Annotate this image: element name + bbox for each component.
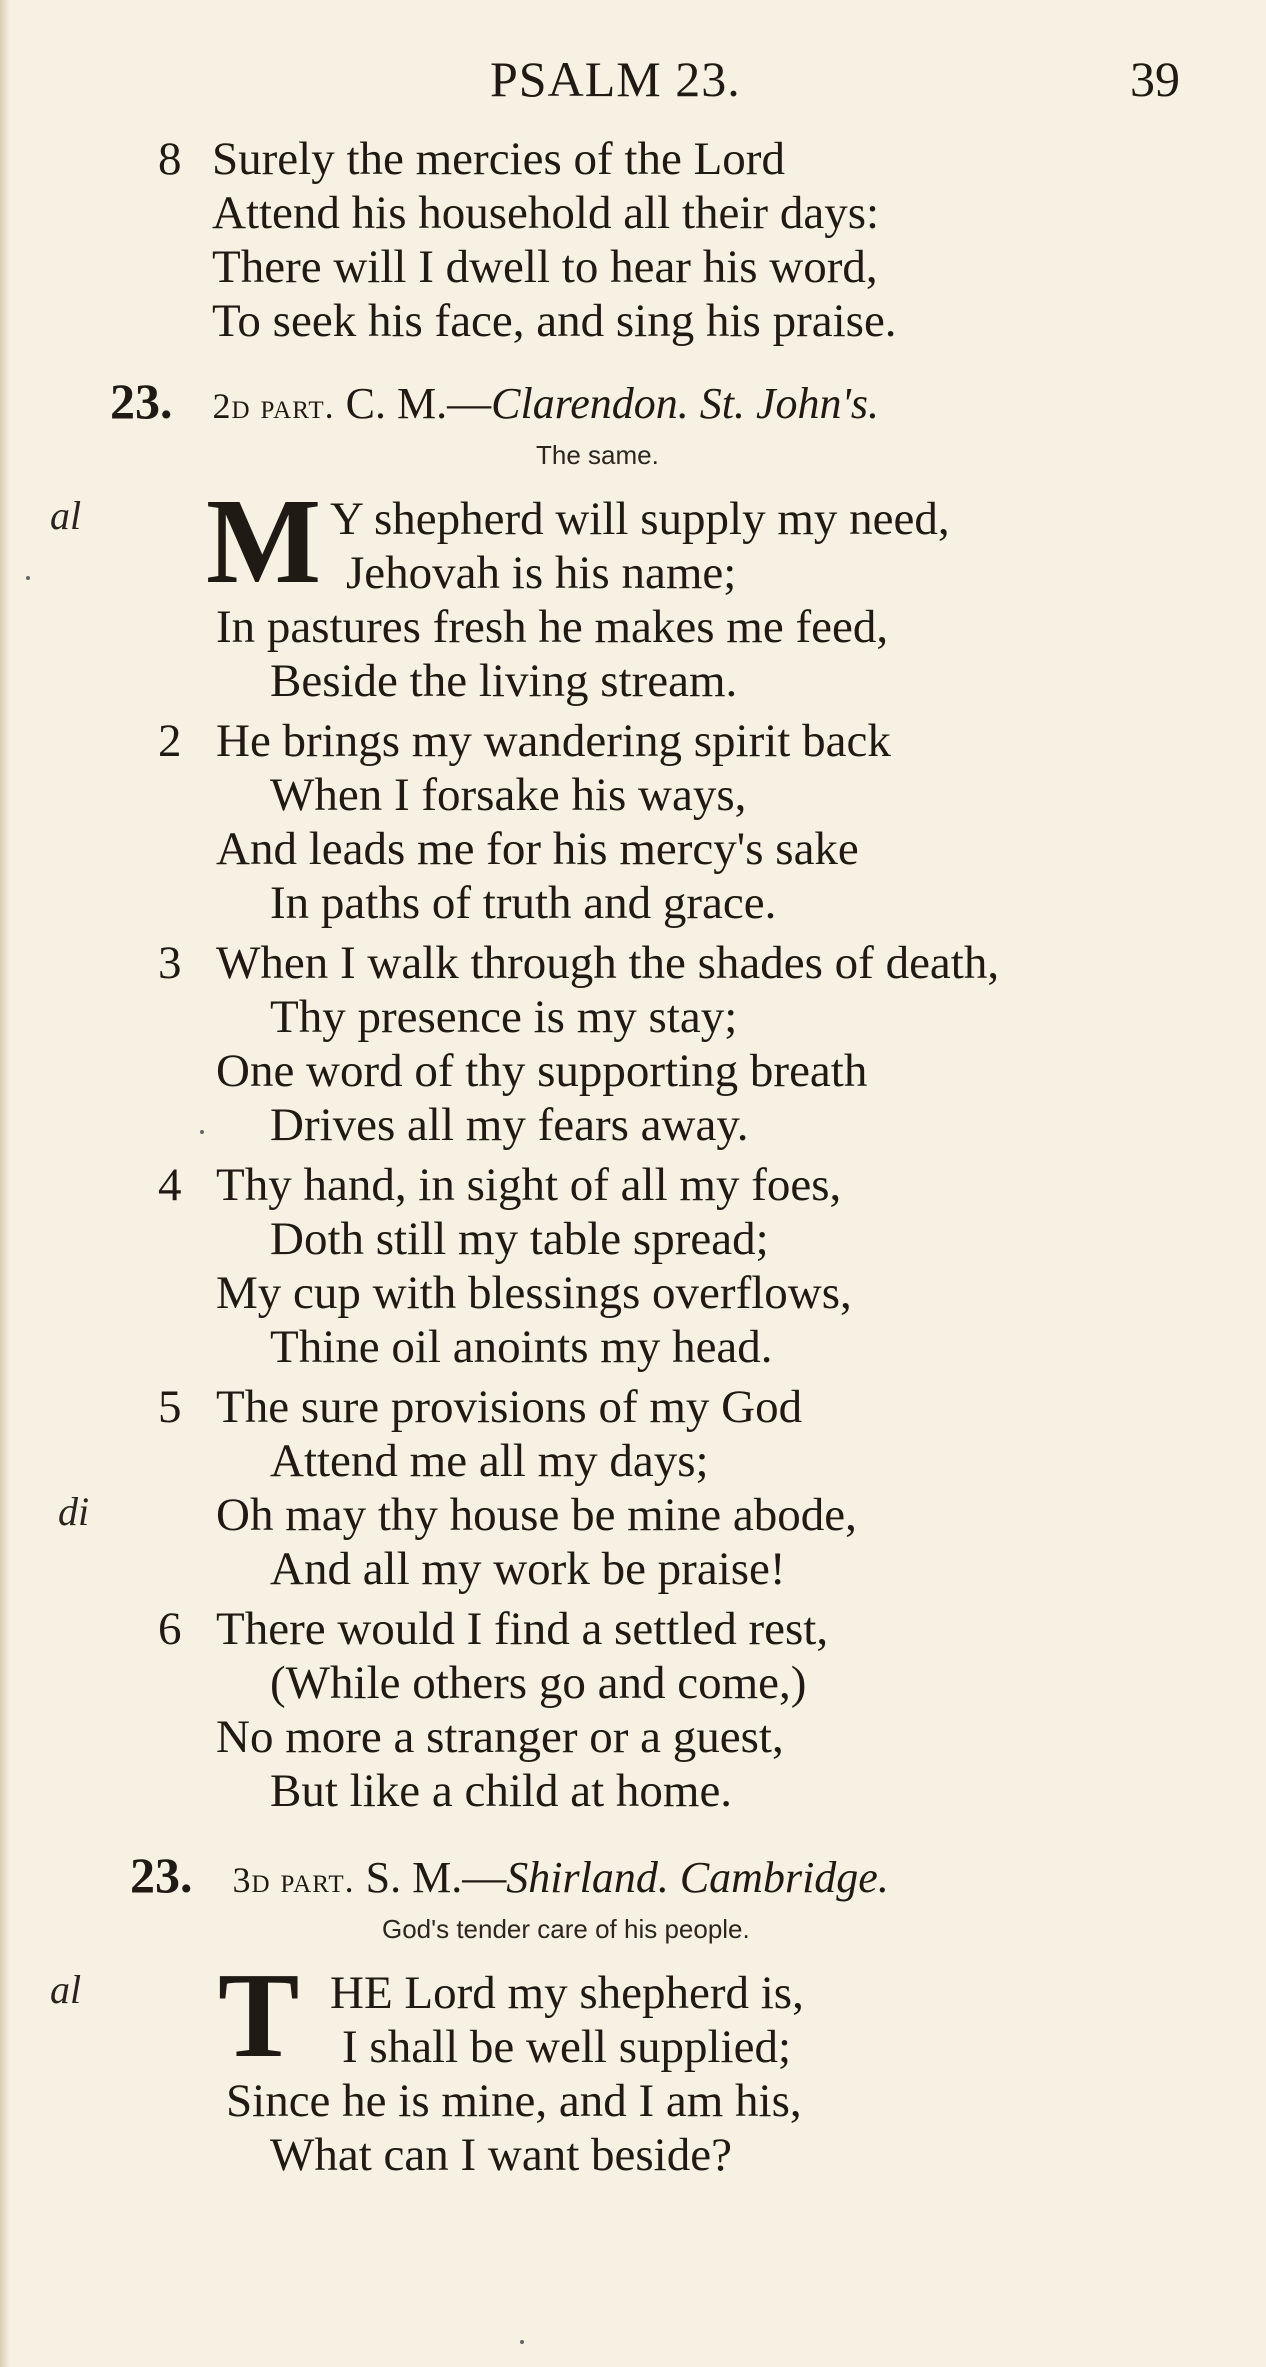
verse-line: Since he is mine, and I am his,: [226, 2075, 802, 2127]
verse-line: HE Lord my shepherd is,: [330, 1967, 804, 2019]
verse-line: Surely the mercies of the Lord: [212, 133, 785, 185]
verse-line: There will I dwell to hear his word,: [212, 241, 878, 293]
verse-line: One word of thy supporting breath: [216, 1045, 868, 1097]
verse-line: There would I find a settled rest,: [216, 1603, 829, 1655]
verse-line: In pastures fresh he makes me feed,: [216, 601, 889, 653]
drop-capital: M: [206, 474, 322, 609]
verse-line: Jehovah is his name;: [346, 547, 737, 599]
verse-line: In paths of truth and grace.: [270, 877, 777, 929]
paper-speck: [200, 1130, 204, 1134]
hymn-number: 23.: [130, 1847, 193, 1903]
stanza-number: 8: [158, 133, 182, 185]
margin-note: al: [50, 493, 82, 538]
hymn-meter: S. M.—: [365, 1853, 507, 1902]
hymn-tunes: Clarendon. St. John's.: [491, 379, 880, 428]
hymn-subtitle: God's tender care of his people.: [382, 1914, 750, 1944]
hymn-tunes: Shirland. Cambridge.: [506, 1853, 889, 1902]
verse-line: But like a child at home.: [270, 1765, 733, 1817]
verse-line: No more a stranger or a guest,: [216, 1711, 784, 1763]
margin-note: di: [58, 1489, 90, 1534]
verse-line: The sure provisions of my God: [216, 1381, 803, 1433]
stanza-number: 5: [158, 1381, 182, 1433]
running-title: PSALM 23.: [490, 51, 741, 107]
verse-line: And leads me for his mercy's sake: [216, 823, 859, 875]
hymn-part: 3d part.: [232, 1860, 355, 1900]
stanza-number: 3: [158, 937, 182, 989]
verse-line: To seek his face, and sing his praise.: [212, 295, 897, 347]
verse-line: My cup with blessings overflows,: [216, 1267, 852, 1319]
margin-note: al: [50, 1967, 82, 2012]
verse-line: Doth still my table spread;: [270, 1213, 769, 1265]
hymn-heading: [130, 1846, 889, 1904]
verse-line: And all my work be praise!: [270, 1543, 786, 1595]
hymn-meter: C. M.—: [345, 379, 492, 428]
verse-line: Attend me all my days;: [270, 1435, 709, 1487]
verse-line: Thine oil anoints my head.: [270, 1321, 773, 1373]
verse-line: Drives all my fears away.: [270, 1099, 749, 1151]
verse-line: When I forsake his ways,: [270, 769, 747, 821]
verse-line: Attend his household all their days:: [212, 187, 880, 239]
verse-line: (While others go and come,): [270, 1657, 807, 1709]
verse-line: Beside the living stream.: [270, 655, 738, 707]
hymn-number: 23.: [110, 373, 173, 429]
stanza-number: 6: [158, 1603, 182, 1655]
verse-line: Oh may thy house be mine abode,: [216, 1489, 857, 1541]
hymn-subtitle: The same.: [536, 440, 659, 470]
paper-speck: [520, 2340, 524, 2344]
verse-line: Thy hand, in sight of all my foes,: [216, 1159, 842, 1211]
drop-capital: T: [218, 1948, 300, 2083]
hymn-heading: [110, 372, 879, 430]
page-number: 39: [1130, 51, 1180, 107]
verse-line: Thy presence is my stay;: [270, 991, 738, 1043]
page-edge-shadow: [0, 0, 10, 2367]
verse-line: He brings my wandering spirit back: [216, 715, 891, 767]
verse-line: What can I want beside?: [270, 2129, 732, 2181]
hymn-part: 2d part.: [212, 386, 335, 426]
stanza-number: 2: [158, 715, 182, 767]
paper-speck: [26, 576, 30, 580]
verse-line: When I walk through the shades of death,: [216, 937, 1000, 989]
verse-line: I shall be well supplied;: [342, 2021, 792, 2073]
stanza-number: 4: [158, 1159, 182, 1211]
verse-line: Y shepherd will supply my need,: [330, 493, 950, 545]
